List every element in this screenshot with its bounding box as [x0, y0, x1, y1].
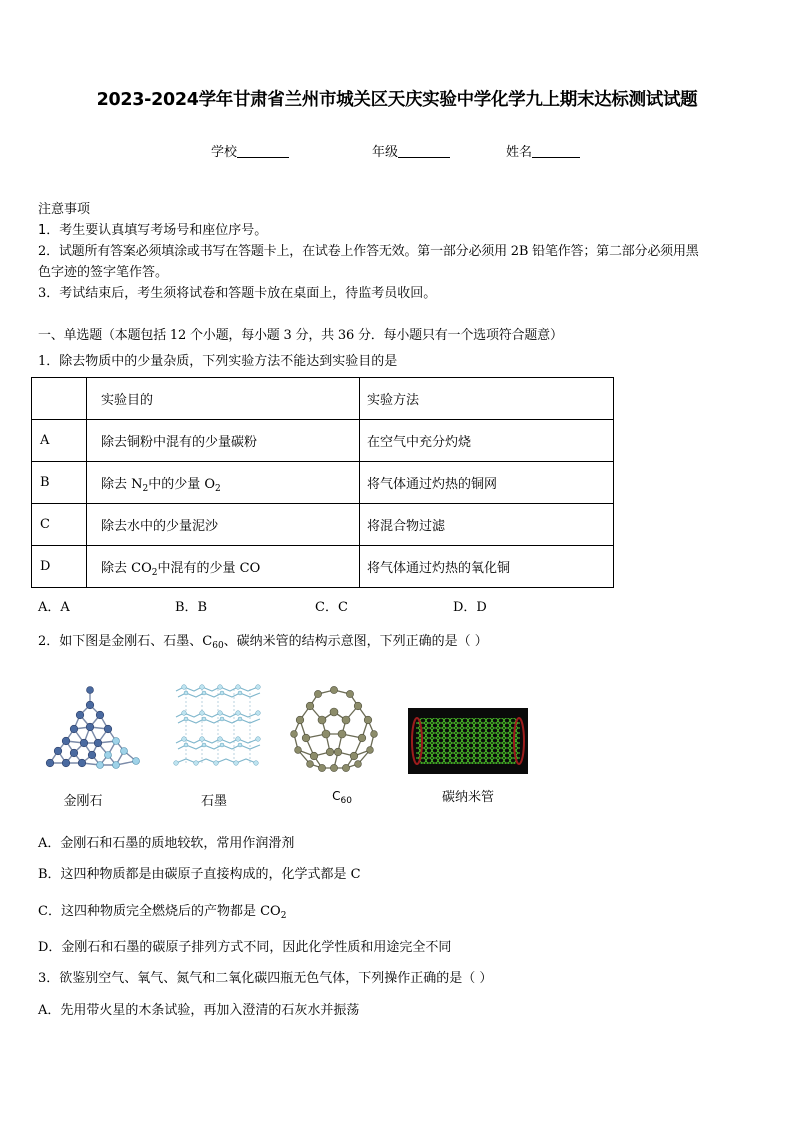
graphite-caption: 石墨: [200, 794, 227, 809]
q3-stem: 3．欲鉴别空气、氧气、氮气和二氧化碳四瓶无色气体，下列操作正确的是（ ）: [38, 971, 493, 986]
q2-option-d[interactable]: D．金刚石和石墨的碳原子排列方式不同，因此化学性质和用途完全不同: [38, 940, 452, 955]
table-row: [32, 504, 614, 546]
q1-stem: 1．除去物质中的少量杂质，下列实验方法不能达到实验目的是: [38, 354, 398, 369]
grade-blank[interactable]: [398, 144, 450, 158]
notes-item-2-cont: 色字迹的签字笔作答。: [38, 265, 169, 280]
table-row: [32, 546, 614, 588]
row-method: 将混合物过滤: [360, 504, 614, 546]
page-title: 2023-2024学年甘肃省兰州市城关区天庆实验中学化学九上期末达标测试试题: [96, 90, 698, 110]
q1-table: [31, 377, 614, 588]
q2-stem: 2．如下图是金刚石、石墨、$C_{60}$、碳纳米管的结构示意图，下列正确的是（ ）: [38, 634, 488, 651]
row-purpose: 除去 $N_2$中的少量 $O_2$: [87, 462, 360, 504]
name-label: 姓名: [506, 145, 533, 160]
table-header-method: 实验方法: [360, 378, 614, 420]
section-heading: 一、单选题（本题包括 12 个小题，每小题 3 分，共 36 分．每小题只有一个选项符合题意）: [38, 328, 563, 343]
c60-caption: $C_{60}$: [332, 789, 352, 806]
table-header-row: [32, 378, 614, 420]
q1-option-d[interactable]: D．D: [453, 600, 487, 615]
q2-option-b[interactable]: B．这四种物质都是由碳原子直接构成的，化学式都是 C: [38, 867, 361, 882]
notes-item-1: 1．考生要认真填写考场号和座位序号。: [38, 223, 268, 238]
diamond-structure-image: [44, 685, 142, 770]
row-method: 将气体通过灼热的铜网: [360, 462, 614, 504]
row-purpose: 除去 $CO_2$中混有的少量 CO: [87, 546, 360, 588]
row-purpose: 除去铜粉中混有的少量碳粉: [87, 420, 360, 462]
table-header-cell: [32, 378, 87, 420]
table-header-purpose: 实验目的: [87, 378, 360, 420]
q1-option-b[interactable]: B．B: [175, 600, 208, 615]
c60-structure-image: [288, 682, 380, 778]
notes-heading: 注意事项: [38, 202, 91, 217]
q2-option-a[interactable]: A．金刚石和石墨的质地较软，常用作润滑剂: [38, 836, 295, 851]
row-label: C: [32, 504, 87, 546]
row-method: 将气体通过灼热的氧化铜: [360, 546, 614, 588]
grade-label: 年级: [372, 145, 399, 160]
school-label: 学校: [211, 145, 238, 160]
q1-option-a[interactable]: A．A: [38, 600, 70, 615]
q1-option-c[interactable]: C．C: [315, 600, 348, 615]
row-purpose: 除去水中的少量泥沙: [87, 504, 360, 546]
table-row: [32, 462, 614, 504]
notes-item-3: 3．考试结束后，考生须将试卷和答题卡放在桌面上，待监考员收回。: [38, 286, 437, 301]
notes-item-2: 2．试题所有答案必须填涂或书写在答题卡上，在试卷上作答无效。第一部分必须用 2B 铅笔作答；第二部分必须用黑: [38, 244, 699, 259]
name-blank[interactable]: [532, 144, 580, 158]
row-label: D: [32, 546, 87, 588]
row-method: 在空气中充分灼烧: [360, 420, 614, 462]
school-blank[interactable]: [237, 144, 289, 158]
row-label: A: [32, 420, 87, 462]
name-field[interactable]: [506, 141, 580, 160]
diamond-caption: 金刚石: [63, 794, 103, 809]
school-field[interactable]: [211, 141, 289, 160]
nanotube-structure-image: [408, 708, 528, 774]
q3-option-a[interactable]: A．先用带火星的木条试验，再加入澄清的石灰水并振荡: [38, 1003, 360, 1018]
nanotube-caption: 碳纳米管: [441, 790, 494, 805]
row-label: B: [32, 462, 87, 504]
q2-option-c[interactable]: C．这四种物质完全燃烧后的产物都是 $CO_2$: [38, 904, 287, 921]
table-row: [32, 420, 614, 462]
grade-field[interactable]: [372, 141, 450, 160]
graphite-structure-image: [172, 683, 264, 771]
